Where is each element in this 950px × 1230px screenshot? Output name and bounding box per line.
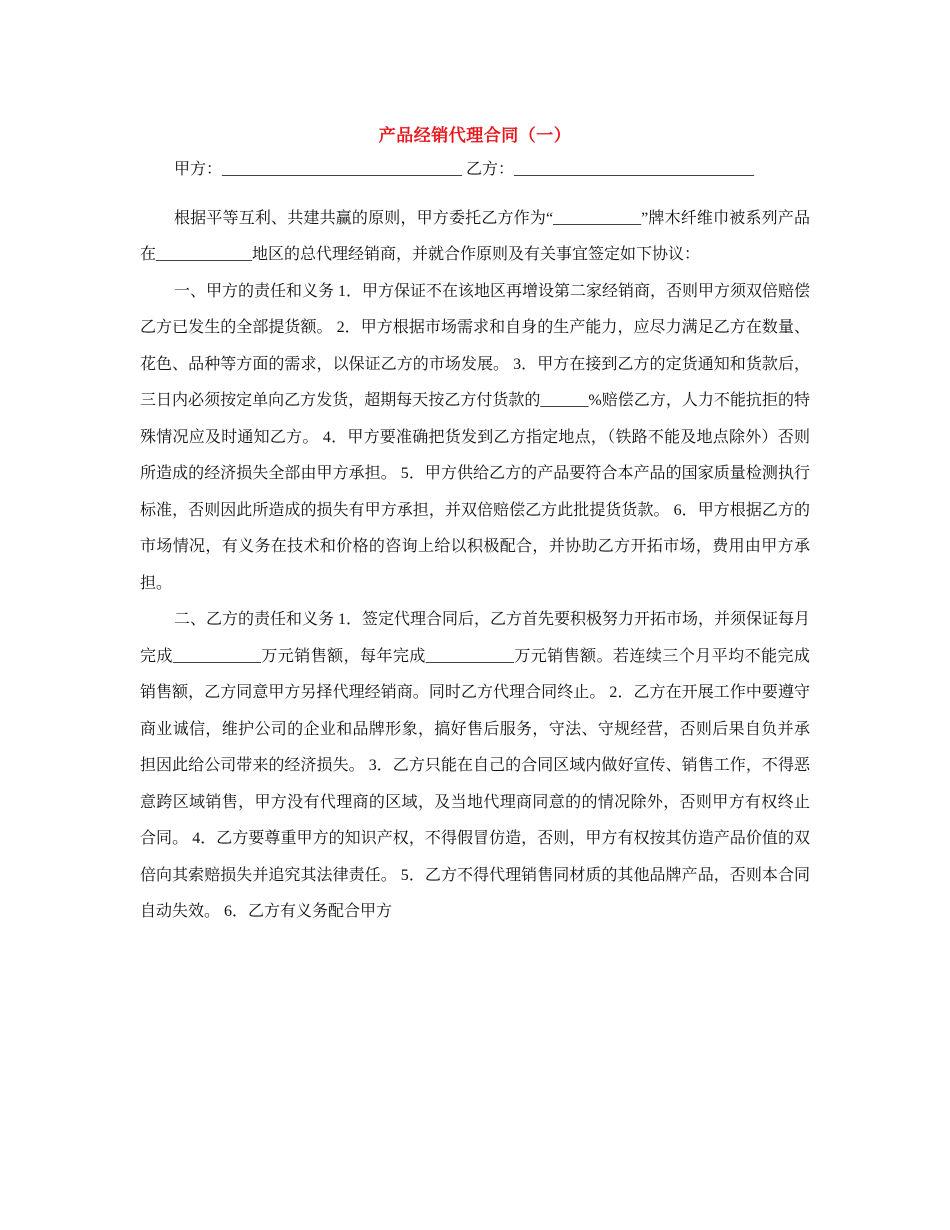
preamble-paragraph: 根据平等互利、共建共赢的原则，甲方委托乙方作为“___________”牌木纤维巾被系列产品在____________地区的总代理经销商，并就合作原则及有关事宜签定如下协议： [140, 209, 810, 263]
document-title: 产品经销代理合同（一） [378, 126, 572, 145]
parties-line: 甲方：______________________________ 乙方：______________________________ [174, 161, 755, 178]
party-a-obligations-paragraph: 一、甲方的责任和义务 1．甲方保证不在该地区再增设第二家经销商，否则甲方须双倍赔偿乙方已发生的全部提货额。 2．甲方根据市场需求和自身的生产能力，应尽力满足乙方在数量、花色、品种等方面的需求，以保证乙方的市场发展。 3．甲方在接到乙方的定货通知和货款后，三日内必须按定单向乙方发货，超期每天按乙方付货款的______%赔偿乙方，人力不能抗拒的特殊情况应及时通知乙方。 4．甲方要准确把货发到乙方指定地点，（铁路不能及地点除外）否则所造成的经济损失全部由甲方承担。 5．甲方供给乙方的产品要符合本产品的国家质量检测执行标准，否则因此所造成的损失有甲方承担，并双倍赔偿乙方此批提货货款。 6．甲方根据乙方的市场情况，有义务在技术和价格的咨询上给以积极配合，并协助乙方开拓市场，费用由甲方承担。 [140, 282, 811, 592]
party-b-obligations-paragraph: 二、乙方的责任和义务 1．签定代理合同后，乙方首先要积极努力开拓市场，并须保证每月完成___________万元销售额，每年完成___________万元销售额。若连续三个月平均不能完成销售额，乙方同意甲方另择代理经销商。同时乙方代理合同终止。 2．乙方在开展工作中要遵守商业诚信，维护公司的企业和品牌形象，搞好售后服务，守法、守规经营，否则后果自负并承担因此给公司带来的经济损失。 3．乙方只能在自己的合同区域内做好宣传、销售工作，不得恶意跨区域销售，甲方没有代理商的区域，及当地代理商同意的的情况除外，否则甲方有权终止合同。 4．乙方要尊重甲方的知识产权，不得假冒仿造，否则，甲方有权按其仿造产品价值的双倍向其索赔损失并追究其法律责任。 5．乙方不得代理销售同材质的其他品牌产品，否则本合同自动失效。 6．乙方有义务配合甲方 [140, 611, 811, 920]
